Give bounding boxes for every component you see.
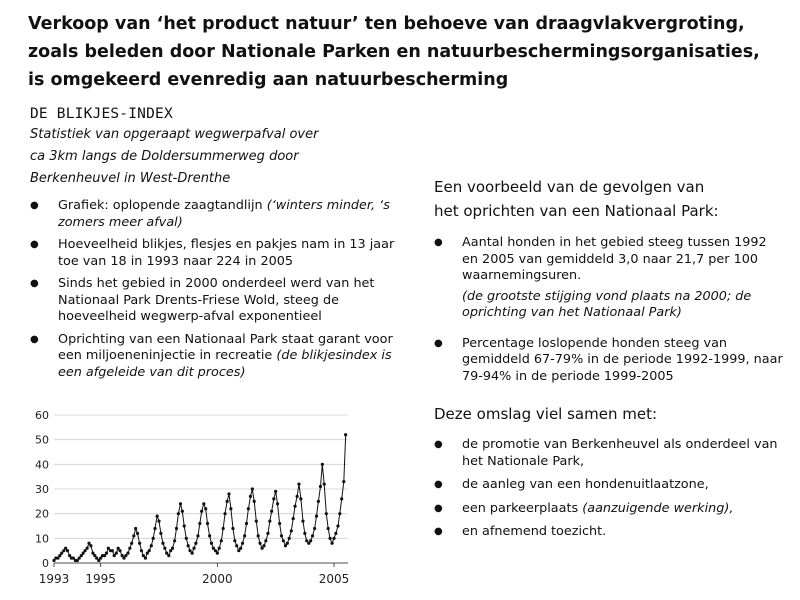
bullet-italic: (‘winters minder, ‘s zomers meer afval) [58,198,390,230]
bullet-text: Aantal honden in het gebied steeg tussen 1992 en 2005 van gemiddeld 3,0 naar 21,7 per 100 waarnemingsuren. [462,235,767,283]
data-point [148,549,151,552]
data-point [95,556,98,559]
data-point [175,527,178,530]
y-tick-label: 0 [42,557,49,570]
title-line-2: zoals beleden door Nationale Parken en natuurbeschermingsorganisaties, [28,42,760,62]
y-tick-label: 20 [35,507,49,521]
data-point [185,537,188,540]
blikjes-index-section [30,104,410,387]
data-point [325,512,328,515]
data-point [105,552,108,555]
y-axis-ticks [35,409,49,570]
x-tick-label: 1993 [38,572,70,586]
data-point [331,542,334,545]
x-tick-label: 1995 [85,572,116,586]
list-item [30,332,410,382]
data-point [212,547,215,550]
data-point [216,552,219,555]
data-point [124,554,127,557]
data-point [165,552,168,555]
subtitle-line: Berkenheuvel in West-Drenthe [30,171,231,186]
blikjes-index-chart [30,405,360,595]
series-points [52,433,347,562]
series-line [54,435,346,561]
data-point [204,507,207,510]
data-point [179,502,182,505]
data-point [202,502,205,505]
y-tick-label: 10 [35,532,49,546]
data-point [60,552,63,555]
bullet-text: de promotie van Berkenheuvel als onderdeel van het Nationale Park, [462,437,778,469]
data-point [274,490,277,493]
data-point [78,556,81,559]
data-point [183,524,186,527]
list-item [30,276,410,326]
data-point [210,542,213,545]
bullet-text: Grafiek: oplopende zaagtandlijn [58,198,267,213]
data-point [206,522,209,525]
list-item [30,198,410,231]
data-point [305,539,308,542]
data-point [226,500,229,503]
list-item [434,524,784,541]
data-point [296,495,299,498]
data-point [115,552,118,555]
x-axis-ticks [39,563,350,586]
data-point [344,433,347,436]
data-point [198,522,201,525]
data-point [222,527,225,530]
bullet-text: Sinds het gebied in 2000 onderdeel werd van het Nationaal Park Drents-Friese Wold, steeg de hoeveelheid wegwerp-afval exponentieel [58,276,375,324]
data-point [173,539,176,542]
data-point [258,542,261,545]
data-point [251,487,254,490]
right-bullet-list [434,235,784,385]
data-point [247,507,250,510]
data-point [128,547,131,550]
data-point [262,544,265,547]
data-point [340,497,343,500]
data-point [66,549,69,552]
data-point [138,542,141,545]
x-tick-label: 2000 [202,572,233,586]
data-point [231,527,234,530]
data-point [321,463,324,466]
data-point [171,547,174,550]
y-tick-label: 40 [35,458,49,472]
data-point [194,542,197,545]
data-point [297,482,300,485]
data-point [167,554,170,557]
data-point [342,480,345,483]
intro-line: Een voorbeeld van de gevolgen van [434,178,705,196]
title-line-3: is omgekeerd evenredig aan natuurbescherming [28,70,509,90]
data-point [157,519,160,522]
data-point [311,534,314,537]
data-point [136,532,139,535]
data-point [313,527,316,530]
data-point [192,547,195,550]
bullet-text: de aanleg van een hondenuitlaatzone, [462,477,709,492]
y-tick-label: 50 [35,433,49,447]
data-point [86,547,89,550]
data-point [227,492,230,495]
data-point [83,549,86,552]
right-intro [434,175,784,223]
title-line-1: Verkoop van ‘het product natuur’ ten behoeve van draagvlakvergroting, [28,14,745,34]
data-point [218,547,221,550]
bullet-text: Oprichting van een Nationaal Park staat garant voor een miljoeneninjectie in recreatie [58,331,393,363]
data-point [292,517,295,520]
data-point [235,544,238,547]
data-point [142,554,145,557]
data-point [323,482,326,485]
data-point [132,534,135,537]
left-bullet-list [30,198,410,381]
data-point [328,537,331,540]
data-point [111,549,114,552]
data-point [153,527,156,530]
data-point [223,512,226,515]
data-point [303,532,306,535]
data-point [188,549,191,552]
data-point [156,515,159,518]
data-point [241,542,244,545]
data-point [107,547,110,550]
data-point [288,537,291,540]
bullet-text: Percentage loslopende honden steeg van gemiddeld 67-79% in de periode 1992-1999, naar 79-94% in de periode 1999-2005 [462,335,783,384]
data-point [249,495,252,498]
bullet-italic: (aanzuigende werking), [582,500,734,516]
data-point [336,524,339,527]
data-point [334,532,337,535]
data-point [315,515,318,518]
data-point [278,522,281,525]
intro-line: het oprichten van een Nationaal Park: [434,202,719,220]
data-point [177,512,180,515]
data-point [301,519,304,522]
data-point [257,534,260,537]
data-point [253,500,256,503]
bullet-note: (de grootste stijging vond plaats na 2000; de oprichting van het Nationaal Park) [462,288,752,320]
data-point [276,502,279,505]
data-point [161,542,164,545]
list-item [434,336,784,386]
list-item [434,501,784,518]
bullet-text: en afnemend toezicht. [462,524,607,539]
data-point [293,505,296,508]
data-point [196,534,199,537]
data-point [208,534,211,537]
data-point [220,539,223,542]
data-point [266,532,269,535]
y-tick-label: 30 [35,483,49,496]
data-point [272,497,275,500]
data-point [327,527,330,530]
data-point [309,539,312,542]
right-intro-2: Deze omslag viel samen met: [434,405,658,423]
data-point [144,556,147,559]
section-subtitle [30,124,410,190]
data-point [239,547,242,550]
data-point [118,549,121,552]
data-point [338,512,341,515]
data-point [187,544,190,547]
data-point [181,510,184,513]
list-item [434,437,784,470]
data-point [229,507,232,510]
data-point [233,539,236,542]
list-item [434,477,784,494]
right-bullet-list-2 [434,437,784,541]
data-point [290,529,293,532]
data-point [140,549,143,552]
subtitle-line: ca 3km langs de Doldersummerweg door [30,149,299,164]
data-point [243,534,246,537]
data-point [89,544,92,547]
bullet-text: een parkeerplaats [462,500,583,516]
data-point [280,534,283,537]
data-point [152,537,155,540]
list-item [30,237,410,270]
data-point [150,544,153,547]
data-point [268,519,271,522]
list-item [434,235,784,322]
nationaal-park-section [434,175,784,548]
data-point [286,542,289,545]
data-point [245,522,248,525]
subtitle-line: Statistiek van opgeraapt wegwerpafval over [30,127,319,142]
data-point [319,485,322,488]
data-point [332,537,335,540]
data-point [72,556,75,559]
data-point [270,510,273,513]
data-point [299,497,302,500]
data-point [163,547,166,550]
data-point [126,552,129,555]
y-tick-label: 60 [35,409,49,422]
data-point [317,500,320,503]
x-tick-label: 2005 [318,572,350,586]
data-point [159,532,162,535]
section-heading: DE BLIKJES-INDEX [30,106,173,122]
page-title [28,10,788,94]
chart-grid [54,415,348,563]
bullet-text: Hoeveelheid blikjes, flesjes en pakjes nam in 13 jaar toe van 18 in 1993 naar 224 in 2005 [58,237,395,269]
data-point [130,542,133,545]
data-point [134,527,137,530]
data-point [282,539,285,542]
data-point [191,552,194,555]
bullet-italic: (de blikjesindex is een afgeleide van dit proces) [58,348,392,380]
data-point [264,539,267,542]
data-point [255,519,258,522]
data-point [200,510,203,513]
data-point [113,554,116,557]
